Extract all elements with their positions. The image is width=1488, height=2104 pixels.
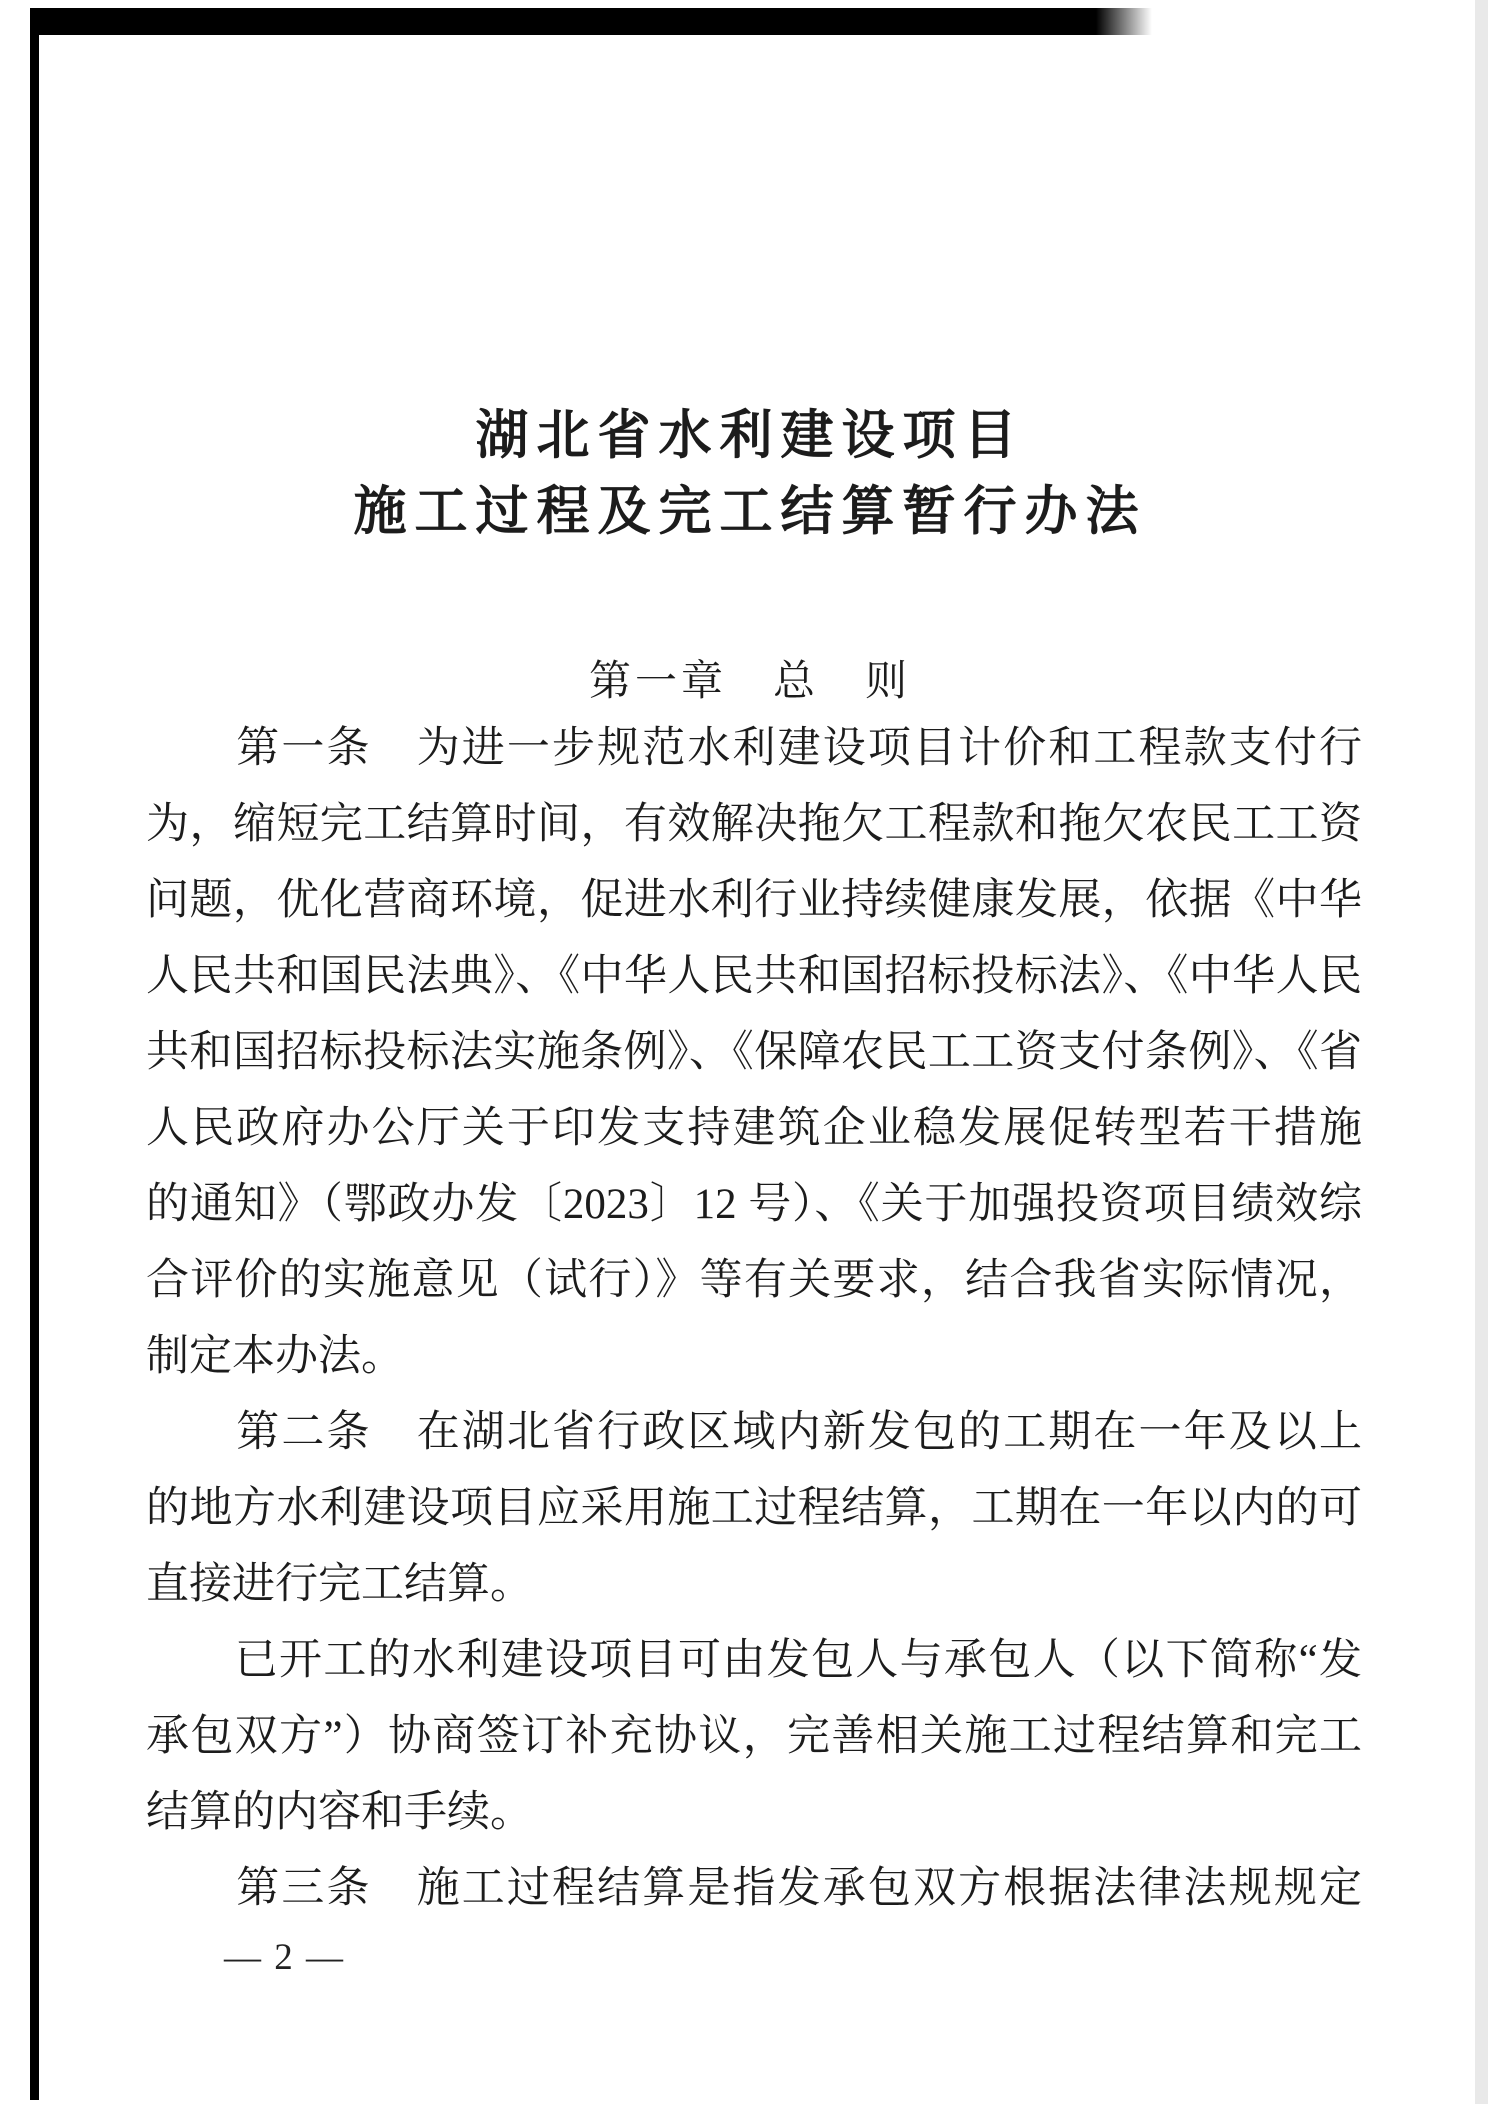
body-line: 为，缩短完工结算时间，有效解决拖欠工程款和拖欠农民工工资 bbox=[146, 801, 1362, 848]
document-body bbox=[146, 711, 1362, 1927]
body-line: 人民政府办公厅关于印发支持建筑企业稳发展促转型若干措施 bbox=[146, 1105, 1362, 1152]
body-line: 问题，优化营商环境，促进水利行业持续健康发展，依据《中华 bbox=[146, 877, 1362, 924]
document-title bbox=[140, 398, 1360, 550]
paragraph-article-1 bbox=[146, 711, 1362, 1395]
body-line: 共和国招标投标法实施条例》、《保障农民工工资支付条例》、《省 bbox=[146, 1029, 1362, 1076]
body-line: 制定本办法。 bbox=[146, 1333, 404, 1380]
paragraph-article-2-supplement bbox=[146, 1623, 1362, 1851]
body-line: 第三条 施工过程结算是指发承包双方根据法律法规规定 bbox=[146, 1865, 1362, 1912]
scan-artifact-right-edge bbox=[1475, 0, 1488, 2104]
body-line: 承包双方”）协商签订补充协议，完善相关施工过程结算和完工 bbox=[146, 1713, 1362, 1760]
document-title-line2: 施工过程及完工结算暂行办法 bbox=[353, 483, 1147, 541]
scan-artifact-left-bar bbox=[30, 8, 39, 2100]
page-number: — 2 — bbox=[224, 1937, 345, 1978]
body-line: 第二条 在湖北省行政区域内新发包的工期在一年及以上 bbox=[146, 1409, 1362, 1456]
paragraph-article-3 bbox=[146, 1851, 1362, 1927]
body-line: 的通知》（鄂政办发〔2023〕12 号）、《关于加强投资项目绩效综 bbox=[146, 1181, 1362, 1228]
document-title-line1: 湖北省水利建设项目 bbox=[475, 407, 1025, 465]
chapter-heading: 第一章 总 则 bbox=[588, 659, 911, 705]
body-line: 的地方水利建设项目应采用施工过程结算，工期在一年以内的可 bbox=[146, 1485, 1362, 1532]
scan-artifact-top-bar bbox=[32, 8, 1152, 35]
body-line: 第一条 为进一步规范水利建设项目计价和工程款支付行 bbox=[146, 725, 1362, 772]
body-line: 人民共和国民法典》、《中华人民共和国招标投标法》、《中华人民 bbox=[146, 953, 1362, 1000]
body-line: 直接进行完工结算。 bbox=[146, 1561, 533, 1608]
body-line: 结算的内容和手续。 bbox=[146, 1789, 533, 1836]
paragraph-article-2 bbox=[146, 1395, 1362, 1623]
body-line: 合评价的实施意见（试行）》等有关要求，结合我省实际情况， bbox=[146, 1257, 1362, 1304]
body-line: 已开工的水利建设项目可由发包人与承包人（以下简称“发 bbox=[146, 1637, 1362, 1684]
